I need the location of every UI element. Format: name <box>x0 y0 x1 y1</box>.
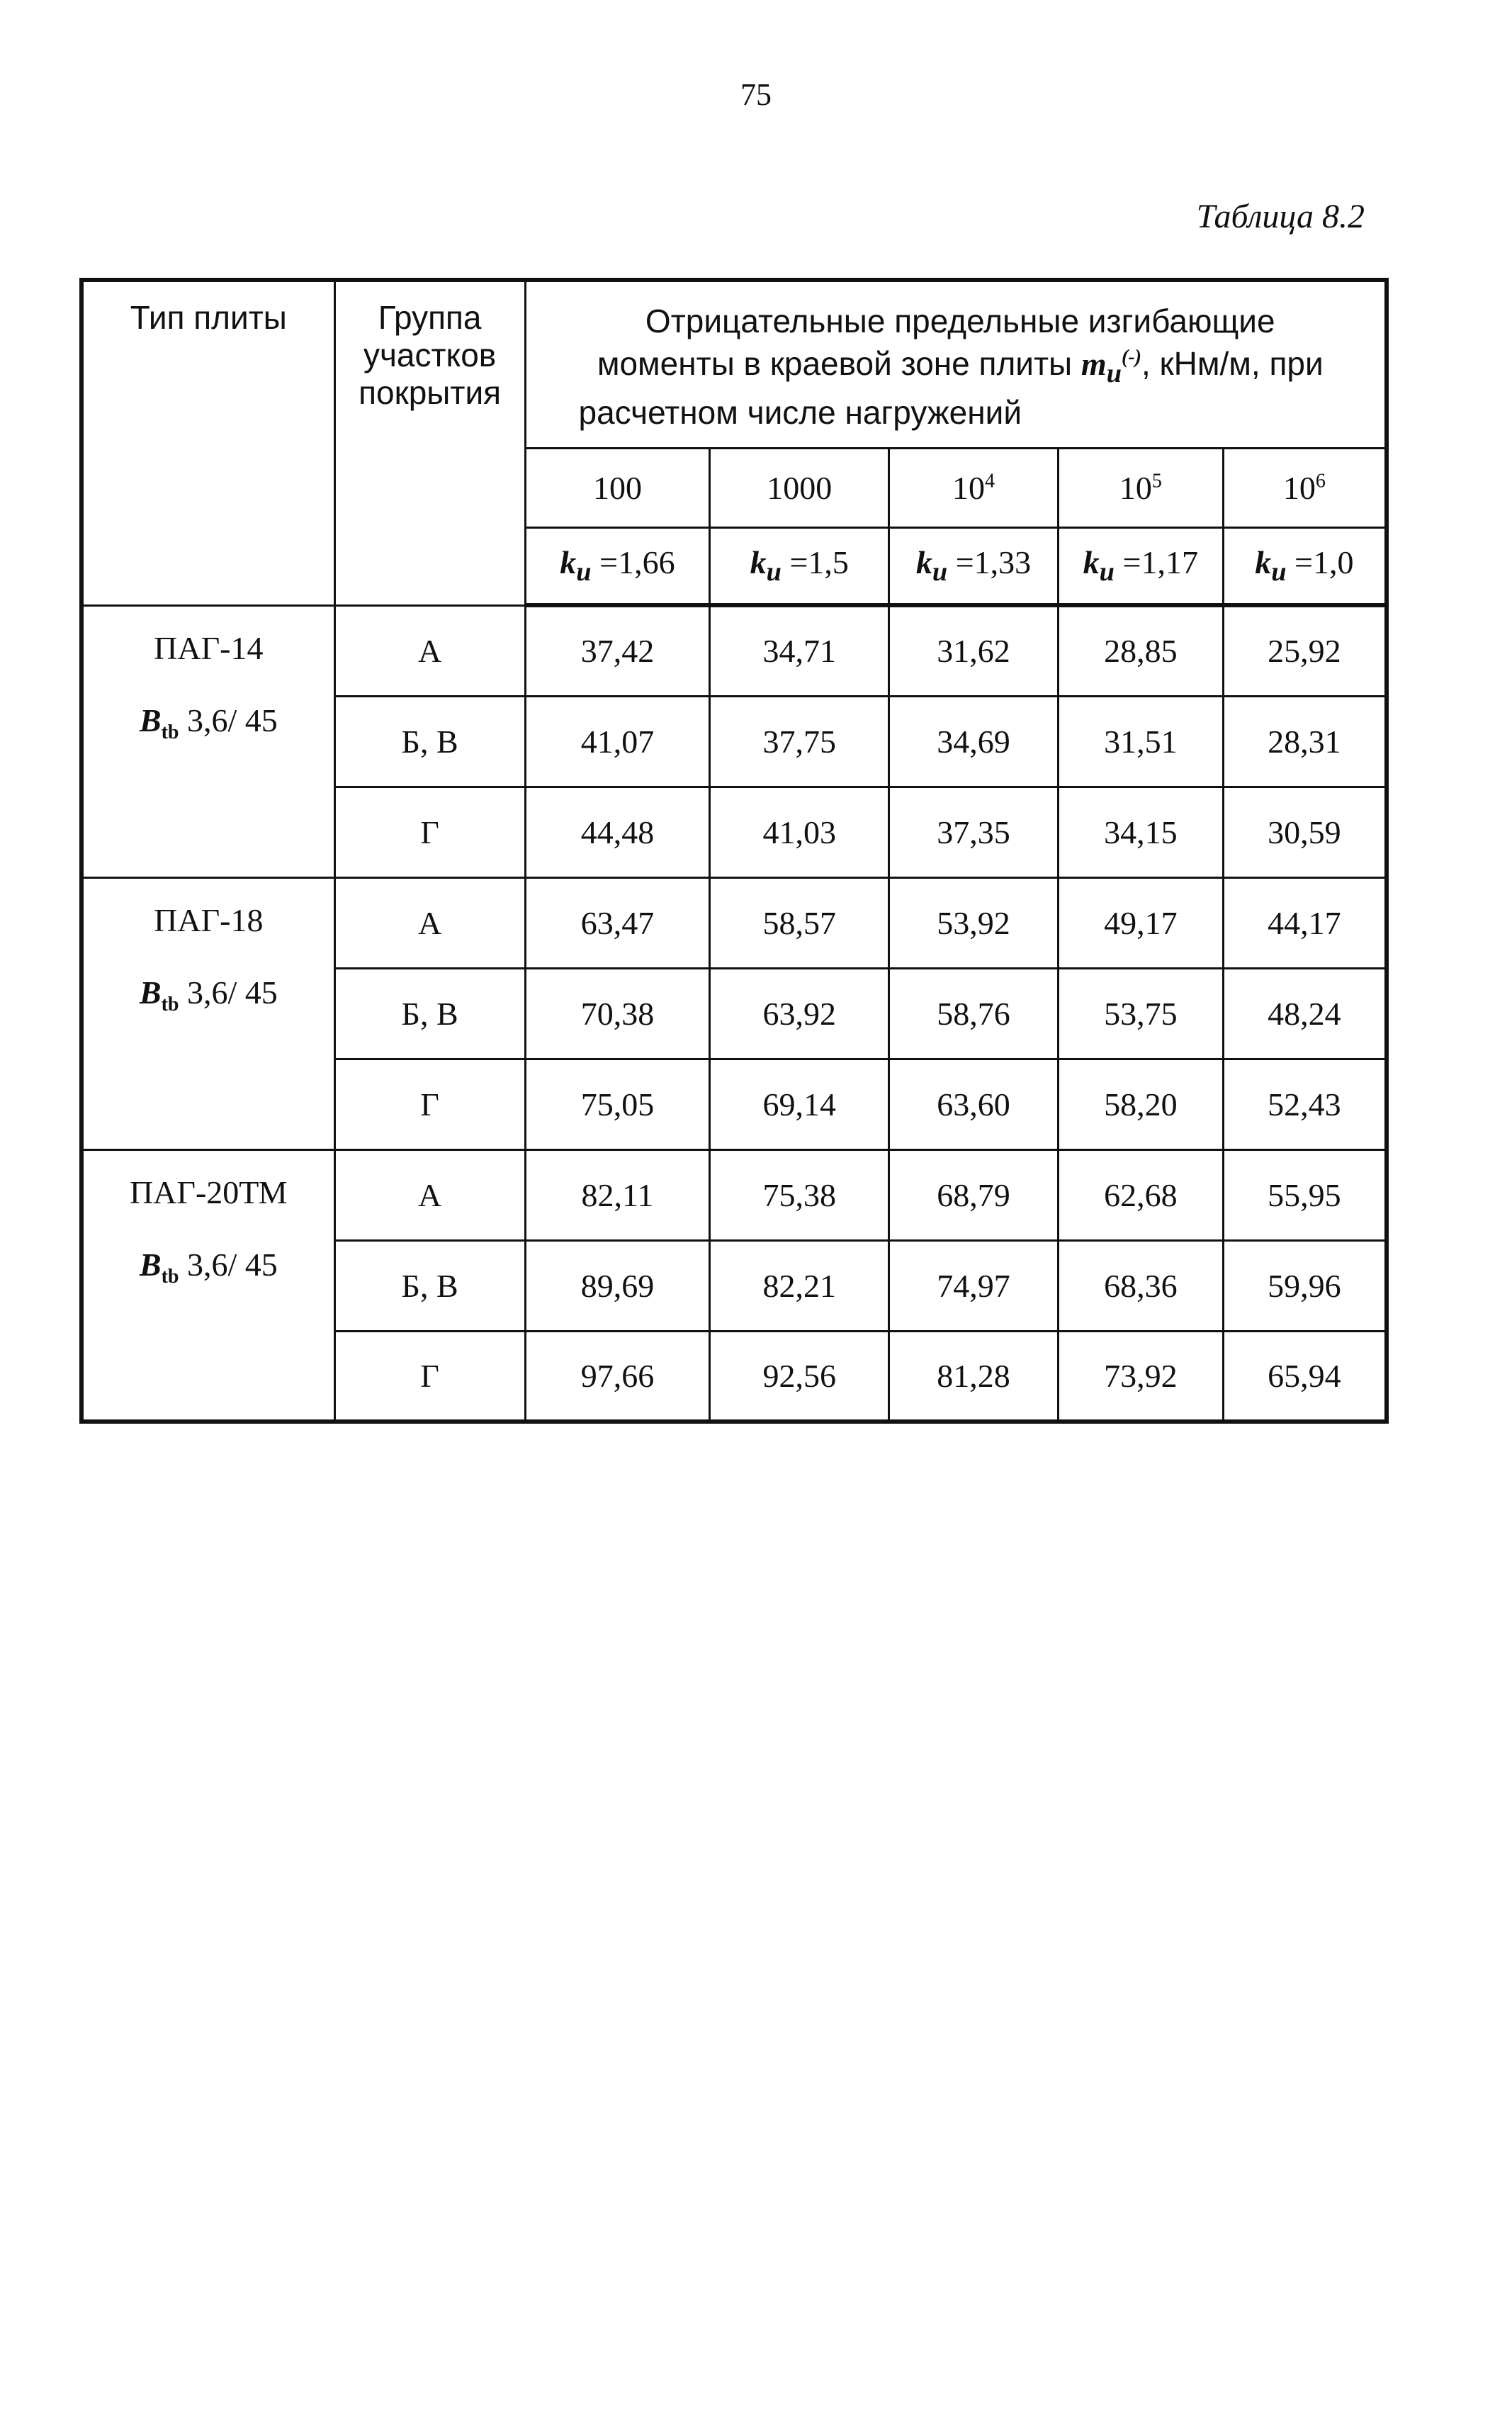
group-cell: А <box>334 605 525 696</box>
plate-name: ПАГ-18 <box>154 901 264 938</box>
moment-value-cell: 28,31 <box>1223 696 1387 787</box>
moment-value-cell: 44,48 <box>525 787 710 877</box>
header-moments-text-before: Отрицательные предельные изгибающие моменты в краевой зоне плиты <box>597 303 1275 382</box>
moment-value-cell: 37,35 <box>889 787 1059 877</box>
header-cycles-1 <box>710 448 889 527</box>
moment-value-cell: 74,97 <box>889 1240 1059 1331</box>
plate-type-cell <box>81 1149 334 1422</box>
header-k-1 <box>710 527 889 605</box>
k-value: =1,0 <box>1286 544 1354 581</box>
table-caption: Таблица 8.2 <box>1196 198 1365 235</box>
moment-value-cell: 97,66 <box>525 1331 710 1422</box>
class-value: 3,6/ 45 <box>179 702 278 738</box>
plate-class <box>84 1246 334 1288</box>
plate-name: ПАГ-20ТМ <box>129 1174 288 1210</box>
cycles-exponent: 5 <box>1151 470 1162 493</box>
moment-value-cell: 34,71 <box>710 605 889 696</box>
k-symbol: $k_u$ <box>560 544 592 587</box>
group-cell: Г <box>334 1059 525 1149</box>
table-row <box>81 1149 1387 1240</box>
group-cell: Б, В <box>334 1240 525 1331</box>
moment-value-cell: 44,17 <box>1223 877 1387 968</box>
plate-type-cell <box>81 877 334 1149</box>
moment-value-cell: 31,51 <box>1058 696 1223 787</box>
moment-value-cell: 82,21 <box>710 1240 889 1331</box>
header-cycles-3 <box>1058 448 1223 527</box>
moment-symbol: $m_u^{(-)}$ <box>1081 345 1141 388</box>
moment-value-cell: 28,85 <box>1058 605 1223 696</box>
k-value: =1,66 <box>591 544 675 581</box>
class-value: 3,6/ 45 <box>179 974 278 1011</box>
k-value: =1,33 <box>947 544 1032 581</box>
header-cycles-2 <box>889 448 1059 527</box>
moment-value-cell: 52,43 <box>1223 1059 1387 1149</box>
moment-value-cell: 70,38 <box>525 968 710 1059</box>
cycles-base: 10 <box>1119 469 1152 506</box>
moment-value-cell: 41,07 <box>525 696 710 787</box>
moment-value-cell: 68,79 <box>889 1149 1059 1240</box>
moment-value-cell: 89,69 <box>525 1240 710 1331</box>
moment-value-cell: 82,11 <box>525 1149 710 1240</box>
cycles-base: 10 <box>1282 469 1316 506</box>
moment-value-cell: 59,96 <box>1223 1240 1387 1331</box>
class-symbol: $B_{tb}$ <box>139 702 179 743</box>
moment-value-cell: 62,68 <box>1058 1149 1223 1240</box>
moment-value-cell: 58,20 <box>1058 1059 1223 1149</box>
header-k-0 <box>525 527 710 605</box>
moment-value-cell: 92,56 <box>710 1331 889 1422</box>
group-cell: А <box>334 1149 525 1240</box>
header-k-2 <box>889 527 1059 605</box>
moment-value-cell: 65,94 <box>1223 1331 1387 1422</box>
moments-table <box>79 278 1389 1424</box>
moment-value-cell: 75,38 <box>710 1149 889 1240</box>
moment-value-cell: 81,28 <box>889 1331 1059 1422</box>
moment-value-cell: 49,17 <box>1058 877 1223 968</box>
moment-value-cell: 68,36 <box>1058 1240 1223 1331</box>
moment-value-cell: 41,03 <box>710 787 889 877</box>
cycles-base: 10 <box>952 469 986 506</box>
k-symbol: $k_u$ <box>750 544 782 587</box>
moment-value-cell: 63,92 <box>710 968 889 1059</box>
header-cycles-4 <box>1223 448 1387 527</box>
group-cell: Б, В <box>334 968 525 1059</box>
header-moments <box>525 280 1387 448</box>
moment-value-cell: 58,76 <box>889 968 1059 1059</box>
header-plate-type: Тип плиты <box>81 280 334 605</box>
group-cell: А <box>334 877 525 968</box>
moment-value-cell: 69,14 <box>710 1059 889 1149</box>
header-group: Группа участков покрытия <box>334 280 525 605</box>
moment-value-cell: 58,57 <box>710 877 889 968</box>
cycles-exponent: 4 <box>985 470 995 493</box>
plate-type-cell <box>81 605 334 877</box>
table-row <box>81 605 1387 696</box>
k-symbol: $k_u$ <box>915 544 948 587</box>
plate-class <box>84 704 334 743</box>
plate-class <box>84 974 334 1016</box>
cycles-base: 100 <box>592 469 642 506</box>
class-symbol: $B_{tb}$ <box>139 1246 179 1288</box>
moment-value-cell: 48,24 <box>1223 968 1387 1059</box>
moment-value-cell: 73,92 <box>1058 1331 1223 1422</box>
moment-value-cell: 63,47 <box>525 877 710 968</box>
moment-value-cell: 37,42 <box>525 605 710 696</box>
moment-value-cell: 63,60 <box>889 1059 1059 1149</box>
header-k-3 <box>1058 527 1223 605</box>
moment-value-cell: 75,05 <box>525 1059 710 1149</box>
group-cell: Г <box>334 1331 525 1422</box>
header-moments-text-after: , кНм/м, при расчетном числе нагружений <box>578 344 1324 431</box>
k-symbol: $k_u$ <box>1255 544 1287 587</box>
cycles-exponent: 6 <box>1315 470 1326 493</box>
group-cell: Б, В <box>334 696 525 787</box>
header-k-4 <box>1223 527 1387 605</box>
cycles-base: 1000 <box>767 469 833 506</box>
k-symbol: $k_u$ <box>1083 544 1115 587</box>
page-number: 75 <box>740 77 772 112</box>
moment-value-cell: 34,15 <box>1058 787 1223 877</box>
group-cell: Г <box>334 787 525 877</box>
table-row <box>81 877 1387 968</box>
moment-value-cell: 31,62 <box>889 605 1059 696</box>
moment-value-cell: 55,95 <box>1223 1149 1387 1240</box>
class-value: 3,6/ 45 <box>179 1246 278 1283</box>
k-value: =1,5 <box>781 544 849 581</box>
moment-value-cell: 30,59 <box>1223 787 1387 877</box>
moment-value-cell: 53,75 <box>1058 968 1223 1059</box>
moment-value-cell: 34,69 <box>889 696 1059 787</box>
header-cycles-0 <box>525 448 710 527</box>
moment-value-cell: 53,92 <box>889 877 1059 968</box>
moment-value-cell: 25,92 <box>1223 605 1387 696</box>
plate-name: ПАГ-14 <box>154 629 264 666</box>
moment-value-cell: 37,75 <box>710 696 889 787</box>
class-symbol: $B_{tb}$ <box>139 974 179 1016</box>
k-value: =1,17 <box>1115 544 1198 581</box>
